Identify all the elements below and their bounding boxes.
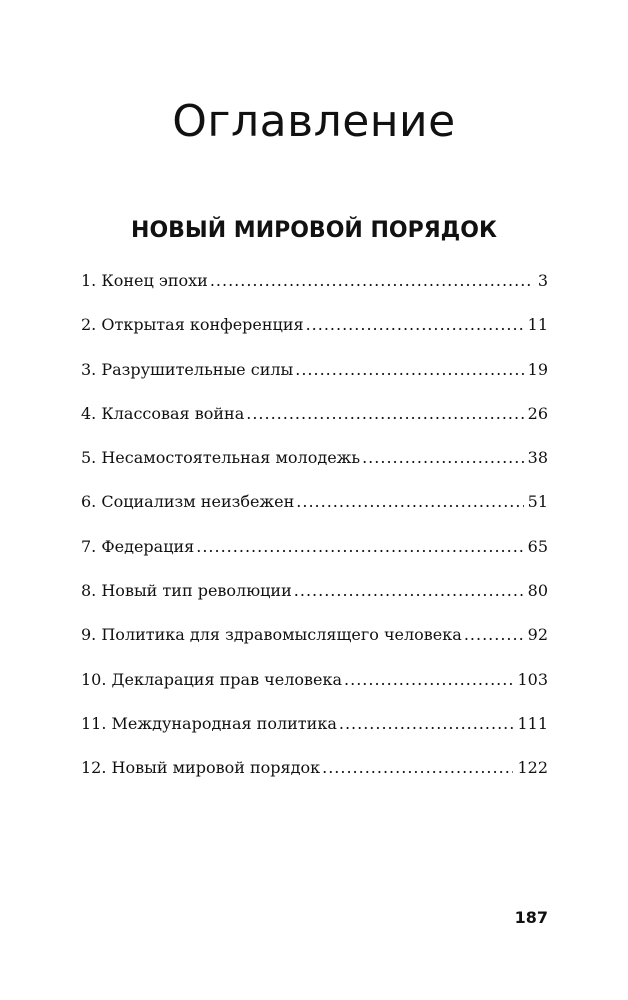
page-title: Оглавление bbox=[172, 96, 456, 147]
page-number: 187 bbox=[514, 908, 548, 927]
toc-entry-title: 5. Несамостоятельная молодежь bbox=[81, 448, 361, 468]
toc-entry-page: 26 bbox=[527, 403, 548, 423]
toc-entry-2 bbox=[81, 310, 548, 354]
dot-leader bbox=[306, 310, 524, 340]
toc-entry-1 bbox=[81, 266, 548, 310]
toc-entry-page: 103 bbox=[517, 669, 548, 689]
toc-entry-page: 122 bbox=[517, 758, 548, 778]
toc-entry-title: 12. Новый мировой порядок bbox=[81, 758, 321, 778]
toc-entry-title: 6. Социализм неизбежен bbox=[81, 492, 295, 512]
toc-entry-title: 10. Декларация прав человека bbox=[81, 669, 343, 689]
toc-entry-11 bbox=[81, 709, 548, 753]
toc-entry-page: 51 bbox=[527, 492, 548, 512]
dot-leader bbox=[210, 266, 534, 296]
dot-leader bbox=[344, 665, 513, 695]
toc-entry-10 bbox=[81, 665, 548, 709]
toc-entry-title: 1. Конец эпохи bbox=[81, 271, 208, 290]
toc-entry-title: 9. Политика для здравомыслящего человека bbox=[81, 625, 462, 645]
dot-leader bbox=[196, 532, 523, 562]
toc-entry-8 bbox=[81, 576, 548, 620]
toc-entry-5 bbox=[81, 443, 548, 487]
toc-entry-9 bbox=[81, 620, 548, 664]
toc-entry-12 bbox=[81, 753, 548, 797]
toc-entry-title: 11. Международная политика bbox=[81, 713, 337, 733]
toc-entry-4 bbox=[81, 399, 548, 443]
dot-leader bbox=[296, 487, 523, 517]
dot-leader bbox=[362, 443, 524, 473]
toc-entry-title: 2. Открытая конференция bbox=[81, 315, 304, 335]
toc-entry-page: 80 bbox=[527, 581, 548, 601]
dot-leader bbox=[295, 355, 523, 385]
toc-entry-page: 111 bbox=[517, 713, 548, 733]
dot-leader bbox=[339, 709, 514, 739]
toc-entry-page: 65 bbox=[527, 536, 548, 556]
toc-entry-page: 3 bbox=[537, 271, 548, 290]
toc-entry-7 bbox=[81, 532, 548, 576]
dot-leader bbox=[464, 620, 524, 650]
toc-entry-title: 7. Федерация bbox=[81, 536, 195, 556]
section-title: НОВЫЙ МИРОВОЙ ПОРЯДОК bbox=[131, 218, 497, 243]
toc-entry-page: 11 bbox=[527, 315, 548, 335]
dot-leader bbox=[246, 399, 523, 429]
toc-entry-title: 3. Разрушительные силы bbox=[81, 359, 294, 379]
toc-entry-page: 92 bbox=[527, 625, 548, 645]
toc-entry-3 bbox=[81, 355, 548, 399]
toc-entry-page: 19 bbox=[527, 359, 548, 379]
dot-leader bbox=[322, 753, 513, 783]
toc-entry-title: 8. Новый тип революции bbox=[81, 581, 292, 601]
dot-leader bbox=[294, 576, 524, 606]
toc-entry-6 bbox=[81, 487, 548, 531]
table-of-contents bbox=[81, 266, 548, 798]
toc-entry-page: 38 bbox=[527, 448, 548, 468]
toc-entry-title: 4. Классовая война bbox=[81, 403, 245, 423]
